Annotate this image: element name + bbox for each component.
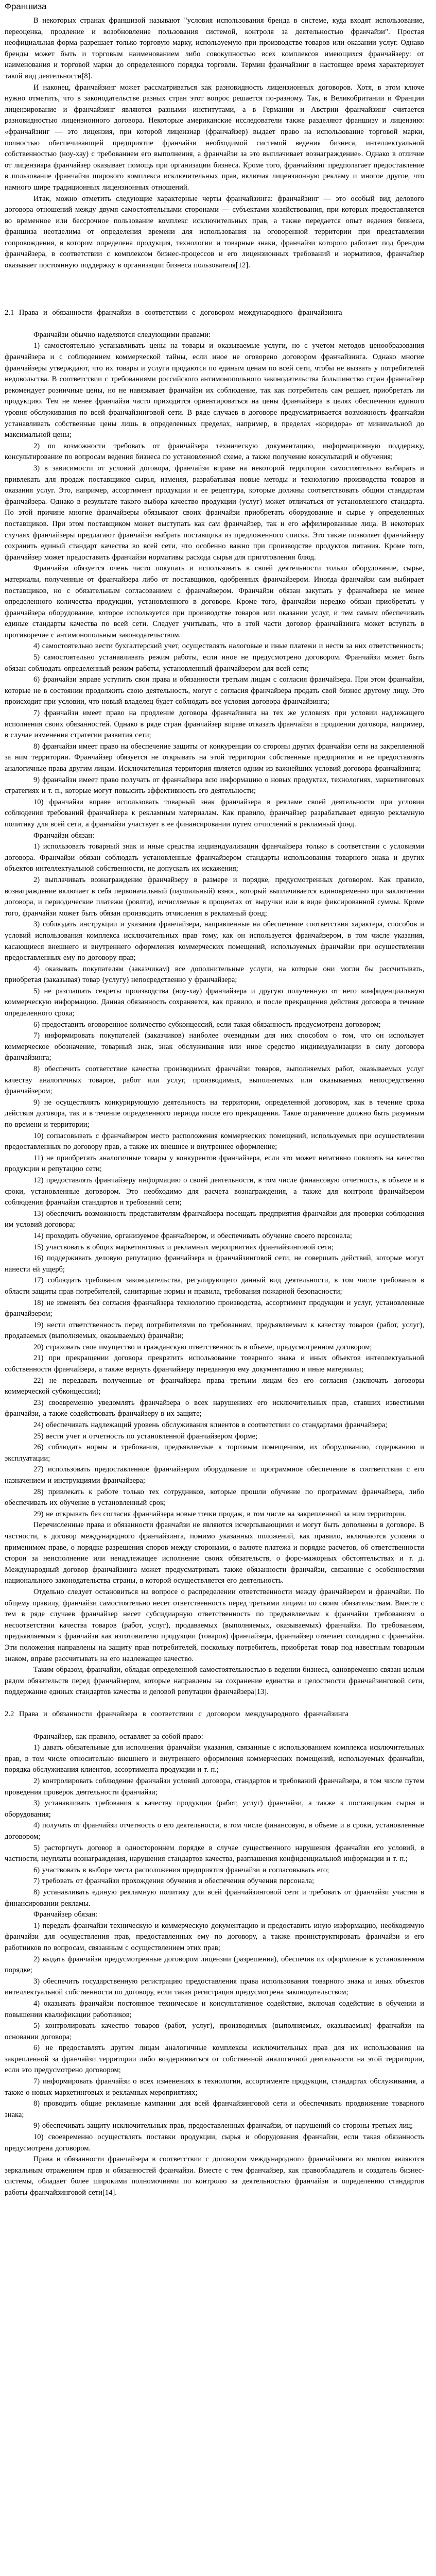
body-paragraph: 1) передать франчайзи техническую и коммерческую документацию и предоставить иную информацию, необходимую франчайзи для осуществления прав, предоставленных ему по договору, а также проинструктировать франчайзи и его работников по вопросам, связанным с осуществлением этих прав; [5,1921,424,1952]
intro-paragraph: В некоторых странах франшизой называют "условия использования бренда в системе, куда входят использование, переоценка, продление и возобновление пользования системой, контроля за деятельностью франчайзи". Простая неофициальная форма разрешает только торговую марку, используемую при производстве товаров или оказании услуг. Однако бренды может быть и торговым наименованием либо совокупностью всех комплексов имеющихся франчайзеру: от наименования и торговой марки до определенного порядка торговли. Термин франчайзинг в настоящее время характеризует такой вид деятельности[8]. [5,16,424,80]
body-paragraph: 3) обеспечить государственную регистрацию предоставления права использования товарного знака и иных объектов интеллектуальной собственности по договору, если такая регистрация предусмотрена законодательством; [5,1977,424,1997]
body-paragraph: 1) давать обязательные для исполнения франчайзи указания, связанные с использованием комплекса исключительных прав, в том числе относительно внешнего и внутреннего оформления коммерческих помещений, используемых франчайзи, порядка обслуживания клиентов, ассортимента продукции и т. п.; [5,1743,424,1774]
body-paragraph: 4) самостоятельно вести бухгалтерский учет, осуществлять налоговые и иные платежи и нести за них ответственность; [33,642,424,651]
body-paragraph: 4) оказывать франчайзи постоянное техническое и консультативное содействие, включая содействие в обучении и повышении квалификации работников; [5,1999,424,2019]
section-rights-franchisor [5,1709,424,2198]
body-paragraph: 21) при прекращении договора прекратить использование товарного знака и иных объектов интеллектуальной собственности франчайзера, а также вернуть франчайзеру переданную ему документацию и иные материалы; [5,1354,424,1374]
body-paragraph: 23) своевременно уведомлять франчайзера о всех нарушениях его исключительных прав, ставших известными франчайзи, а также содействовать франчайзеру в их защите; [5,1398,424,1418]
body-paragraph: 9) не осуществлять конкурирующую деятельность на территории, определенной договором, как в течение срока действия договора, так и в течение определенного периода после его прекращения. Такое ограничение должно быть разумным по времени и территории; [5,1098,424,1129]
body-paragraph: 4) оказывать покупателям (заказчикам) все дополнительные услуги, на которые они могли бы рассчитывать, приобретая (заказывая) товар (услугу) непосредственно у франчайзера; [5,964,424,985]
section-body [5,330,424,1698]
body-paragraph: 27) использовать предоставленное франчайзером оборудование и программное обеспечение в соответствии с его назначением и инструкциями франчайзера; [5,1465,424,1485]
body-paragraph: 29) не открывать без согласия франчайзера новые точки продаж, в том числе на закрепленной за ним территории. [33,1510,406,1518]
body-paragraph: Франчайзи обязуется очень часто покупать и использовать в своей деятельности только оборудование, сырье, материалы, полученные от франчайзера либо от поставщиков, одобренных франчайзером. Иногда франчайзи сам выбирает поставщиков, но с обязательным согласованием с франчайзером. Франчайзи обязан закупать у франчайзера не менее определенного количества продукции, установленного в договоре. Кроме того, франчайзи нередко обязан приобретать у франчайзера оборудование, которое используется при производстве товаров или оказании услуг, и тем самым обеспечивать единые стандарты качества по всей сети. Следует учитывать, что в этой части договор франчайзинга может вступать в противоречие с антимонопольным законодательством. [5,564,424,639]
body-paragraph: 16) поддерживать деловую репутацию франчайзера и франчайзинговой сети, не совершать действий, которые могут нанести ей ущерб; [5,1254,424,1274]
body-paragraph: Франчайзи обязан: [33,831,95,840]
body-paragraph: 11) не приобретать аналогичные товары у конкурентов франчайзера, если это может негативно повлиять на качество продукции и репутацию сети; [5,1154,424,1174]
body-paragraph: 2) выдать франчайзи предусмотренные договором лицензии (разрешения), обеспечив их оформление в установленном порядке; [5,1955,424,1975]
body-paragraph: 9) обеспечивать защиту исключительных прав, предоставленных франчайзи, от нарушений со стороны третьих лиц; [33,2122,413,2130]
body-paragraph: 2) по возможности требовать от франчайзера техническую документацию, информационную поддержку, консультирование по вопросам ведения бизнеса по установленной схеме, а также получение консультаций и обучения; [5,442,424,462]
body-paragraph: 3) соблюдать инструкции и указания франчайзера, направленные на обеспечение соответствия характера, способов и условий использования комплекса исключительных прав тому, как он используется франчайзером, в том числе указания, касающиеся внешнего и внутреннего оформления коммерческих помещений, используемых франчайзи при осуществлении предоставленных ему по договору прав; [5,920,424,962]
body-paragraph: 1) использовать товарный знак и иные средства индивидуализации франчайзера только в соответствии с условиями договора. Франчайзи обязан соблюдать установленные франчайзером стандарты использования товарного знака и других объектов интеллектуальной собственности, не допускать их искажения; [5,842,424,873]
body-paragraph: 25) вести учет и отчетность по установленной франчайзером форме; [33,1432,258,1440]
body-paragraph: 8) проводить общие рекламные кампании для всей франчайзинговой сети и обеспечивать продвижение товарного знака; [5,2099,424,2119]
body-paragraph: 7) информировать франчайзи о всех изменениях в технологии, ассортименте продукции, стандартах обслуживания, а также о новых маркетинговых и рекламных мероприятиях; [5,2077,424,2097]
body-paragraph: 8) устанавливать единую рекламную политику для всей франчайзинговой сети и требовать от франчайзи участия в финансировании рекламы. [5,1888,424,1908]
body-paragraph: 7) информировать покупателей (заказчиков) наиболее очевидным для них способом о том, что он использует коммерческое обозначение, товарный знак, знак обслуживания или иное средство индивидуализации в силу договора франчайзинга; [5,1031,424,1062]
body-paragraph: 14) проходить обучение, организуемое франчайзером, и обеспечивать обучение своего персонала; [33,1231,352,1240]
body-paragraph: 10) своевременно осуществлять поставки продукции, сырья и оборудования франчайзи, если такая обязанность предусмотрена договором. [5,2133,424,2153]
body-paragraph: 6) не предоставлять другим лицам аналогичные комплексы исключительных прав для их использования на закрепленной за франчайзи территории либо воздерживаться от собственной аналогичной деятельности на этой территории, если это предусмотрено договором; [5,2044,424,2075]
body-paragraph: 1) самостоятельно устанавливать цены на товары и оказываемые услуги, но с учетом методов ценообразования франчайзера и с соблюдением коммерческой тайны, если иное не оговорено договором франчайзинга. Однако многие франчайзеры утверждают, что их товары и услуги продаются по единым ценам по всей сети, чтобы не вызвать у потребителей недовольства. В соответствии с требованиями российского антимонопольного законодательства большинство стран франчайзер рекомендует розничные цены, но не навязывает франчайзи их соблюдение, так как потребитель сам решает, приобретать ли продукцию. Тем не менее франчайзи часто приходится ориентироваться на цены франчайзера в целях обеспечения единого уровня обслуживания по всей франчайзинговой сети. В ряде случаев в договоре предусматривается возможность франчайзи устанавливать собственные цены лишь в определенных пределах, например, в пределах «коридора» от минимальной до максимальной цены; [5,342,424,439]
body-paragraph: 26) соблюдать нормы и требования, предъявляемые к торговым помещениям, их оборудованию, содержанию и эксплуатации; [5,1443,424,1463]
body-paragraph: 10) франчайзи вправе использовать товарный знак франчайзера в рекламе своей деятельности при условии соблюдения требований франчайзера к рекламным материалам. Как правило, франчайзер разрабатывает единую рекламную политику для всей сети, а франчайзи участвует в ее финансировании путем отчислений в рекламный фонд. [5,798,424,828]
body-paragraph: 15) участвовать в общих маркетинговых и рекламных мероприятиях франчайзинговой сети; [33,1243,334,1251]
body-paragraph: 12) предоставлять франчайзеру информацию о своей деятельности, в том числе финансовую отчетность, в объеме и в сроки, установленные договором. Это необходимо для расчета вознаграждения, а также для контроля франчайзером соблюдения франчайзи стандартов и требований сети; [5,1176,424,1207]
body-paragraph: 2) контролировать соблюдение франчайзи условий договора, стандартов и требований франчайзера, в том числе путем проведения проверок деятельности франчайзи; [5,1777,424,1797]
body-paragraph: 10) согласовывать с франчайзером место расположения коммерческих помещений, используемых при осуществлении предоставленных по договору прав, а также их внешнее и внутреннее оформление; [5,1131,424,1151]
body-paragraph: 9) франчайзи имеет право получать от франчайзера всю информацию о новых продуктах, технологиях, маркетинговых стратегиях и т. п., которые могут повысить эффективность его деятельности; [5,775,424,795]
body-paragraph: Таким образом, франчайзи, обладая определенной самостоятельностью в ведении бизнеса, одновременно связан целым рядом обязательств перед франчайзером, которые направлены на сохранение единства и целостности франчайзинговой сети, поддержание единых стандартов качества и деловой репутации франчайзера[13]. [5,1666,424,1697]
intro-paragraph: Итак, можно отметить следующие характерные черты франчайзинга: франчайзинг — это особый вид делового договора отношений между двумя самостоятельными сторонами — субъектами хозяйствования, при которых предоставляется во временное или бессрочное пользование комплекс исключительных прав, а также передается опыт ведения бизнеса, франшиза неотделима от определения времени для использования на оговоренной территории при представлении сопровождения, в котором определена продукция, технологии и товарные знаки, франчайзи которого работает под брендом франчайзера, в соответствии с комплексом бизнес-процессов и его лицензионных требований и нормативов, франчайзер оказывает постоянную поддержку в организации бизнеса пользователя[12]. [5,194,424,270]
body-paragraph: 22) не передавать полученные от франчайзера права третьим лицам без его согласия (заключать договоры коммерческой субконцессии); [5,1376,424,1396]
body-paragraph: 19) нести ответственность перед потребителями по требованиям, предъявляемым к качеству товаров (работ, услуг), продаваемых (выполняемых, оказываемых) франчайзи; [5,1320,424,1341]
body-paragraph: 24) обеспечивать надлежащий уровень обслуживания клиентов в соответствии со стандартами франчайзера; [33,1421,388,1430]
section-gap [5,272,424,308]
body-paragraph: 5) самостоятельно устанавливать режим работы, если иное не предусмотрено договором. Франчайзи может быть обязан соблюдать определенный режим работы, установленный франчайзером для всей сети; [5,653,424,673]
section-heading: 2.1 Права и обязанности франчайзи в соответствии с договором международного франчайзинга [5,308,342,317]
body-paragraph: Перечисленные права и обязанности франчайзи не являются исчерпывающими и могут быть дополнены в договоре. В частности, в договор международного франчайзинга, помимо указанных положений, как правило, включаются условия о применимом праве, о порядке разрешения споров между сторонами, о валюте платежа и порядке расчетов, об ответственности сторон за неисполнение или ненадлежащее исполнение своих обязательств, о форс-мажорных обстоятельствах и т. д. Международный договор франчайзинга может предусматривать также обязанности франчайзи, связанные с особенностями национального законодательства страны, в которой осуществляется его деятельность. [5,1521,424,1585]
body-paragraph: 4) получать от франчайзи отчетность о его деятельности, в том числе финансовую, в объеме и в сроки, установленные договором; [5,1821,424,1841]
body-paragraph: 18) не изменять без согласия франчайзера технологию производства, ассортимент продукции и услуг, установленные франчайзером; [5,1298,424,1318]
body-paragraph: 8) франчайзи имеет право на обеспечение защиты от конкуренции со стороны других франчайзи сети на закрепленной за ним территории. Франчайзер обязуется не открывать на этой территории собственные предприятия и не предоставлять аналогичные права другим лицам. Исключительная территория является одним из важнейших условий договора франчайзинга; [5,742,424,773]
subsection-body [5,1732,424,2199]
body-paragraph: 13) обеспечить возможность представителям франчайзера посещать предприятия франчайзи для проверки соблюдения им условий договора; [5,1209,424,1229]
section-gap [5,1698,424,1709]
body-paragraph: 3) в зависимости от условий договора, франчайзи вправе на некоторой территории самостоятельно выбирать и привлекать для продаж поставщиков сырья, изменяя, разрабатывая новые методы и технологию производства товаров и оказания услуг. Это, например, ассортимент продукции и ее рецептура, которые должны соответствовать общим стандартам франчайзера. Однако в результате такого выбора качество продукции (услуг) может отличаться от установленного стандарта. По этой причине многие франчайзеры обязывают своих франчайзи приобретать оборудование и сырье у определенных поставщиков. При этом поставщиком может выступать как сам франчайзер, так и его аффилированные лица. В некоторых случаях франчайзеры предлагают франчайзи выбрать поставщика из предложенного списка. Это также позволяет франчайзеру сохранить единый стандарт качества во всей сети, что особенно важно при производстве продуктов питания. Кроме того, франчайзер может предоставить франчайзи нормативы расхода сырья для приготовления блюд. [5,464,424,562]
body-paragraph: 6) франчайзи вправе уступить свои права и обязанности третьим лицам с согласия франчайзера. При этом франчайзи, которые не в состоянии продолжить свою деятельность, могут с согласия франчайзера продать свой бизнес другому лицу. Это происходит при условии, что новый владелец будет соблюдать все условия договора франчайзинга; [5,675,424,706]
body-paragraph: 5) не разглашать секреты производства (ноу-хау) франчайзера и другую полученную от него конфиденциальную коммерческую информацию. Данная обязанность сохраняется, как правило, и после прекращения действия договора в течение определенного срока; [5,987,424,1018]
body-paragraph: 7) требовать от франчайзи прохождения обучения и обеспечения обучения персонала; [33,1877,315,1886]
body-paragraph: 7) франчайзи имеет право на продление договора франчайзинга на тех же условиях при условии надлежащего исполнения своих обязанностей. Однако в ряде стран франчайзер вправе отказать франчайзи в продлении договора, например, в случае изменения стратегии развития сети; [5,709,424,740]
document-page [5,0,424,2199]
subsection-heading: 2.2 Права и обязанности франчайзера в соответствии с договором международного франчайзинга [5,1710,349,1719]
body-paragraph: Отдельно следует остановиться на вопросе о распределении ответственности между франчайзером и франчайзи. По общему правилу, франчайзи самостоятельно несет ответственность перед третьими лицами по своим обязательствам. Вместе с тем в ряде случаев франчайзер несет субсидиарную ответственность по предъявляемым к франчайзи требованиям о несоответствии качества товаров (работ, услуг), продаваемых (выполняемых, оказываемых) франчайзи. По требованиям, предъявляемым к франчайзи как изготовителю продукции (товаров) франчайзера, франчайзер отвечает солидарно с франчайзи. Эти положения направлены на защиту прав потребителей, поскольку потребитель, приобретая товар под известным товарным знаком, вправе рассчитывать на его надлежащее качество. [5,1587,424,1663]
body-paragraph: 5) расторгнуть договор в одностороннем порядке в случае существенного нарушения франчайзи его условий, в частности, неуплаты вознаграждения, нарушения стандартов качества, разглашения конфиденциальной информации и т. п.; [5,1843,424,1863]
body-paragraph: 17) соблюдать требования законодательства, регулирующего данный вид деятельности, в том числе требования в области защиты прав потребителей, санитарные нормы и правила, требования пожарной безопасности; [5,1276,424,1296]
intro-section [5,15,424,272]
body-paragraph: 6) участвовать в выборе места расположения предприятия франчайзи и согласовывать его; [33,1866,329,1874]
body-paragraph: Франчайзер обязан: [33,1910,98,1919]
body-paragraph: 6) предоставить оговоренное количество субконцессий, если такая обязанность предусмотрена договором; [33,1020,381,1029]
body-paragraph: 8) обеспечить соответствие качества производимых франчайзи товаров, выполняемых работ, оказываемых услуг качеству аналогичных товаров, работ или услуг, производимых, выполняемых или оказываемых непосредственно франчайзером; [5,1065,424,1096]
body-paragraph: Франчайзи обычно наделяются следующими правами: [33,330,211,339]
body-paragraph: Франчайзер, как правило, оставляет за собой право: [33,1732,203,1741]
body-paragraph: 3) устанавливать требования к качеству продукции (работ, услуг) франчайзи, а также к поставщикам сырья и оборудования; [5,1799,424,1819]
body-paragraph: Права и обязанности франчайзера в соответствии с договором международного франчайзинга во многом являются зеркальным отражением прав и обязанностей франчайзи. Вместе с тем франчайзер, как правообладатель и создатель бизнес-системы, обладает более широкими полномочиями по контролю за деятельностью франчайзи и определению стандартов работы франчайзинговой сети[14]. [5,2155,424,2197]
section-rights-franchisee [5,308,424,1698]
body-paragraph: 28) привлекать к работе только тех сотрудников, которые прошли обучение по программам франчайзера, либо обеспечивать их обучение в установленный срок; [5,1487,424,1507]
page-title: Франшиза [5,2,47,11]
body-paragraph: 5) контролировать качество товаров (работ, услуг), производимых (выполняемых, оказываемых) франчайзи на основании договора; [5,2022,424,2041]
body-paragraph: 20) страховать свое имущество и гражданскую ответственность в объеме, предусмотренном договором; [33,1343,372,1351]
body-paragraph: 2) выплачивать вознаграждение франчайзеру в размере и порядке, предусмотренных договором. Как правило, вознаграждение включает в себя первоначальный (паушальный) взнос, который выплачивается единовременно при заключении договора, и периодические платежи (роялти), исчисляемые в процентах от выручки или в виде фиксированной суммы. Кроме того, франчайзи может быть обязан производить отчисления в рекламный фонд; [5,875,424,918]
intro-paragraph: И наконец, франчайзинг может рассматриваться как разновидность лицензионных договоров. Хотя, в этом ключе нужно отметить, что в законодательстве разных стран этот вопрос решается по-разному. Так, в Великобритании и Франции лицензирование и франчайзинг являются разными институтами, а в Германии и Австрии франчайзинг считается разновидностью лицензионного договора. Некоторые американские исследователи также разделяют франшизу и лицензию: «франчайзинг — это лицензия, при которой лицензиар (франчайзер) выдает право на использование торговой марки, полностью обеспечивающей предприятие франчайзи необходимой системой ведения бизнеса, интеллектуальной собственностью (ноу-хау) с требованием его выполнения, а франчайзи за это выплачивает вознаграждение». Однако в отличие от лицензиара франчайзер оказывает помощь при организации бизнеса. Кроме того, франчайзинг предполагает предоставление в пользование франчайзи широкого комплекса исключительных прав, включая лицензионную рекламу и многое другое, что намного шире традиционных лицензионных отношений. [5,83,424,192]
